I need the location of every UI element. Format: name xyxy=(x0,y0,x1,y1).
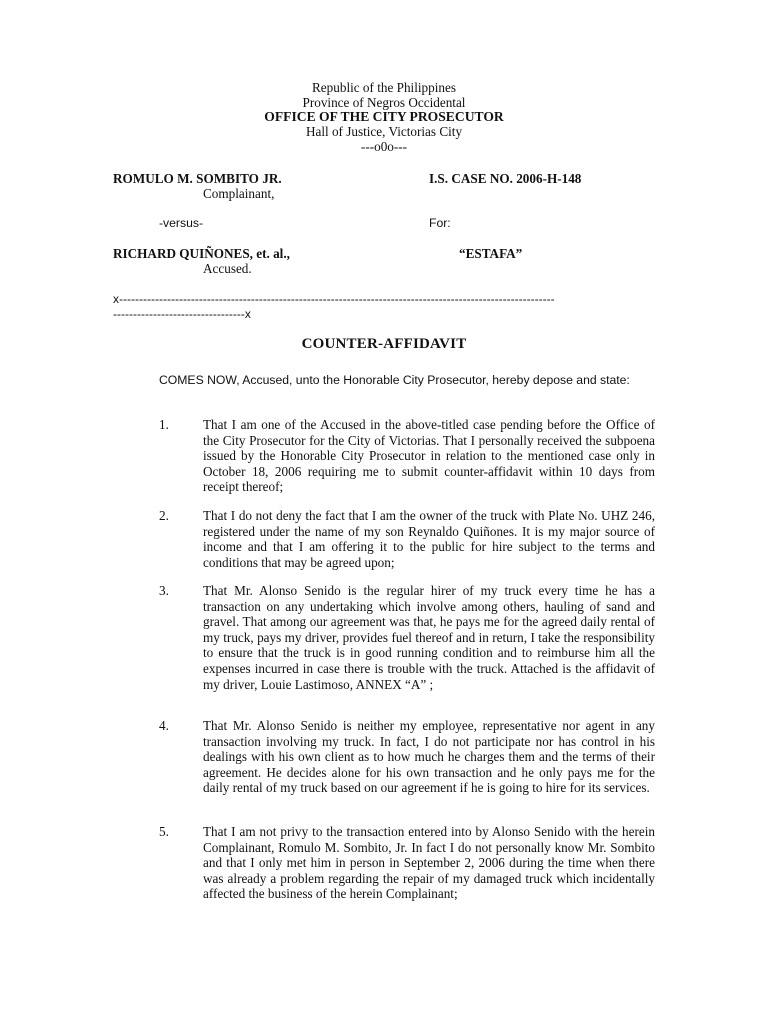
complainant-name: ROMULO M. SOMBITO JR. xyxy=(113,171,282,186)
header-office: OFFICE OF THE CITY PROSECUTOR xyxy=(264,109,504,124)
paragraph-5-text: That I am not privy to the transaction entered into by Alonso Senido with the herein Complainant, Romulo M. Sombito, Jr. In fact I do not personally know Mr. Sombito and that I only met him in person in September 2, 2006 during the time when there was already a problem regarding the repair of my damaged truck which incidentally affected the business of the herein Complainant; xyxy=(203,824,655,902)
offense-label: “ESTAFA” xyxy=(459,246,523,261)
paragraph-3-number: 3. xyxy=(159,583,169,598)
case-number: I.S. CASE NO. 2006-H-148 xyxy=(429,171,582,186)
paragraph-2-text: That I do not deny the fact that I am the owner of the truck with Plate No. UHZ 246, registered under the name of my son Reynaldo Quiñones. It is my major source of income and that I am offering it to the public for hire subject to the terms and conditions that may be agreed upon; xyxy=(203,508,655,570)
header-province: Province of Negros Occidental xyxy=(302,95,466,110)
header-hall: Hall of Justice, Victorias City xyxy=(305,124,463,139)
for-label: For: xyxy=(429,216,451,230)
paragraph-5-number: 5. xyxy=(159,824,169,839)
paragraph-4-text: That Mr. Alonso Senido is neither my employee, representative nor agent in any transaction involving my truck. In fact, I do not participate nor has control in his dealings with his own client as to how much he charges them and the terms of their agreement. He decides alone for his own transaction and he only pays me for the daily rental of my truck based on our agreement if he is going to hire for its services. xyxy=(203,718,655,796)
paragraph-4-number: 4. xyxy=(159,718,169,733)
accused-role: Accused. xyxy=(203,261,252,276)
intro-paragraph: COMES NOW, Accused, unto the Honorable City Prosecutor, hereby depose and state: xyxy=(159,373,630,387)
document-title: COUNTER-AFFIDAVIT xyxy=(301,336,467,352)
accused-name: RICHARD QUIÑONES, et. al., xyxy=(113,246,290,261)
paragraph-2-number: 2. xyxy=(159,508,169,523)
separator-line-1: x------------------------------------------------------------------------------------------------------------- xyxy=(113,292,555,306)
complainant-role: Complainant, xyxy=(203,186,275,201)
versus-label: -versus- xyxy=(159,216,204,230)
paragraph-3-text: That Mr. Alonso Senido is the regular hirer of my truck every time he has a transaction on any undertaking which involve among others, hauling of sand and gravel. That among our agreement was that, he pays me for the agreed daily rental of my truck, pays my driver, provides fuel thereof and in return, I take the responsibility to ensure that the truck is in good running condition and to reimburse him all the expenses incurred in case there is trouble with the truck. Attached is the affidavit of my driver, Louie Lastimoso, ANNEX “A” ; xyxy=(203,583,655,692)
separator-line-2: ---------------------------------x xyxy=(113,307,251,321)
header-republic: Republic of the Philippines xyxy=(312,80,456,95)
paragraph-1-text: That I am one of the Accused in the above-titled case pending before the Office of the City Prosecutor for the City of Victorias. That I personally received the subpoena issued by the Honorable City Prosecutor in relation to the mentioned case only in October 18, 2006 requiring me to submit counter-affidavit within 10 days from receipt thereof; xyxy=(203,417,655,495)
header-ornament: ---o0o--- xyxy=(360,139,408,154)
paragraph-1-number: 1. xyxy=(159,417,169,432)
